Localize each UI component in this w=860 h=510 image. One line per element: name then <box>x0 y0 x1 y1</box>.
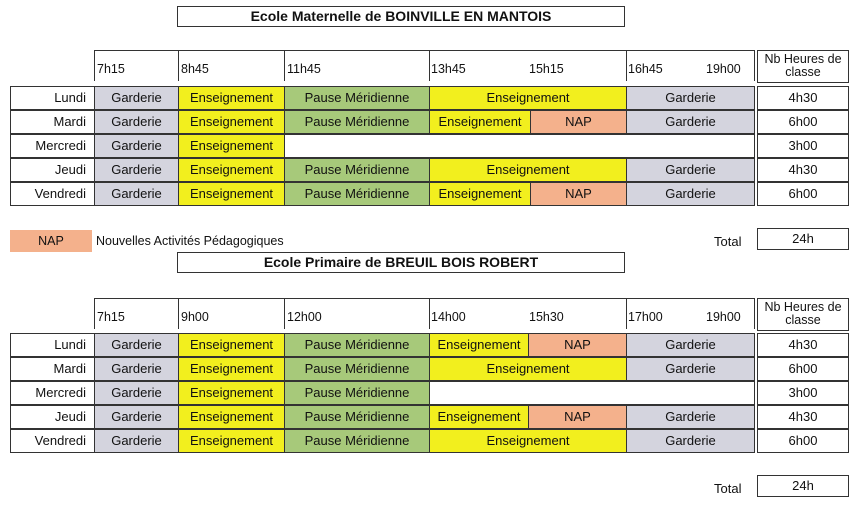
enseignement-cell: Enseignement <box>178 333 285 357</box>
day-label: Mardi <box>10 357 95 381</box>
garderie-cell: Garderie <box>94 429 179 453</box>
time-label: 12h00 <box>287 310 322 324</box>
garderie-cell: Garderie <box>626 333 755 357</box>
enseignement-cell: Enseignement <box>429 110 531 134</box>
day-label: Mercredi <box>10 381 95 405</box>
hours-cell: 4h30 <box>757 333 849 357</box>
school-title: Ecole Primaire de BREUIL BOIS ROBERT <box>177 252 625 273</box>
garderie-cell: Garderie <box>626 86 755 110</box>
day-label: Mardi <box>10 110 95 134</box>
legend-nap-swatch: NAP <box>10 230 92 252</box>
garderie-cell: Garderie <box>94 405 179 429</box>
hours-cell: 4h30 <box>757 158 849 182</box>
pause-meridienne-cell: Pause Méridienne <box>284 182 430 206</box>
pause-meridienne-cell: Pause Méridienne <box>284 110 430 134</box>
garderie-cell: Garderie <box>94 182 179 206</box>
garderie-cell: Garderie <box>94 158 179 182</box>
pause-meridienne-cell: Pause Méridienne <box>284 333 430 357</box>
hours-cell: 6h00 <box>757 429 849 453</box>
enseignement-cell: Enseignement <box>429 86 627 110</box>
nap-cell: NAP <box>530 182 627 206</box>
enseignement-cell: Enseignement <box>178 182 285 206</box>
time-label: 17h00 <box>628 310 663 324</box>
total-value: 24h <box>757 475 849 497</box>
day-label: Vendredi <box>10 429 95 453</box>
pause-meridienne-cell: Pause Méridienne <box>284 405 430 429</box>
garderie-cell: Garderie <box>626 429 755 453</box>
time-label: 15h15 <box>529 62 564 76</box>
hours-cell: 6h00 <box>757 110 849 134</box>
garderie-cell: Garderie <box>94 86 179 110</box>
garderie-cell: Garderie <box>94 333 179 357</box>
hours-cell: 6h00 <box>757 357 849 381</box>
empty-cell <box>284 134 755 158</box>
hours-cell: 3h00 <box>757 381 849 405</box>
empty-cell <box>429 381 755 405</box>
enseignement-cell: Enseignement <box>178 429 285 453</box>
hours-cell: 4h30 <box>757 86 849 110</box>
total-value: 24h <box>757 228 849 250</box>
pause-meridienne-cell: Pause Méridienne <box>284 86 430 110</box>
day-label: Vendredi <box>10 182 95 206</box>
nb-heures-header: Nb Heures de classe <box>757 50 849 83</box>
day-label: Lundi <box>10 333 95 357</box>
nap-cell: NAP <box>528 405 627 429</box>
garderie-cell: Garderie <box>94 110 179 134</box>
nap-cell: NAP <box>530 110 627 134</box>
hours-cell: 4h30 <box>757 405 849 429</box>
garderie-cell: Garderie <box>94 357 179 381</box>
time-label: 16h45 <box>628 62 663 76</box>
school-title: Ecole Maternelle de BOINVILLE EN MANTOIS <box>177 6 625 27</box>
garderie-cell: Garderie <box>626 182 755 206</box>
pause-meridienne-cell: Pause Méridienne <box>284 357 430 381</box>
hours-cell: 6h00 <box>757 182 849 206</box>
garderie-cell: Garderie <box>94 381 179 405</box>
enseignement-cell: Enseignement <box>178 381 285 405</box>
pause-meridienne-cell: Pause Méridienne <box>284 158 430 182</box>
enseignement-cell: Enseignement <box>178 86 285 110</box>
time-label: 11h45 <box>287 62 321 76</box>
nap-cell: NAP <box>528 333 627 357</box>
enseignement-cell: Enseignement <box>178 110 285 134</box>
total-label: Total <box>714 481 742 496</box>
pause-meridienne-cell: Pause Méridienne <box>284 429 430 453</box>
pause-meridienne-cell: Pause Méridienne <box>284 381 430 405</box>
day-label: Jeudi <box>10 405 95 429</box>
time-label: 9h00 <box>181 310 209 324</box>
enseignement-cell: Enseignement <box>178 158 285 182</box>
enseignement-cell: Enseignement <box>178 134 285 158</box>
day-label: Jeudi <box>10 158 95 182</box>
legend-nap-description: Nouvelles Activités Pédagogiques <box>96 234 284 248</box>
garderie-cell: Garderie <box>94 134 179 158</box>
time-label: 8h45 <box>181 62 209 76</box>
enseignement-cell: Enseignement <box>429 158 627 182</box>
enseignement-cell: Enseignement <box>429 182 531 206</box>
garderie-cell: Garderie <box>626 110 755 134</box>
nb-heures-header: Nb Heures de classe <box>757 298 849 331</box>
time-label: 13h45 <box>431 62 466 76</box>
day-label: Lundi <box>10 86 95 110</box>
time-label: 15h30 <box>529 310 564 324</box>
garderie-cell: Garderie <box>626 357 755 381</box>
total-label: Total <box>714 234 742 249</box>
time-label: 19h00 <box>706 62 741 76</box>
enseignement-cell: Enseignement <box>429 405 529 429</box>
enseignement-cell: Enseignement <box>429 357 627 381</box>
enseignement-cell: Enseignement <box>429 333 529 357</box>
enseignement-cell: Enseignement <box>178 357 285 381</box>
garderie-cell: Garderie <box>626 405 755 429</box>
enseignement-cell: Enseignement <box>178 405 285 429</box>
time-label: 7h15 <box>97 62 125 76</box>
time-label: 19h00 <box>706 310 741 324</box>
enseignement-cell: Enseignement <box>429 429 627 453</box>
day-label: Mercredi <box>10 134 95 158</box>
time-label: 14h00 <box>431 310 466 324</box>
hours-cell: 3h00 <box>757 134 849 158</box>
garderie-cell: Garderie <box>626 158 755 182</box>
time-label: 7h15 <box>97 310 125 324</box>
